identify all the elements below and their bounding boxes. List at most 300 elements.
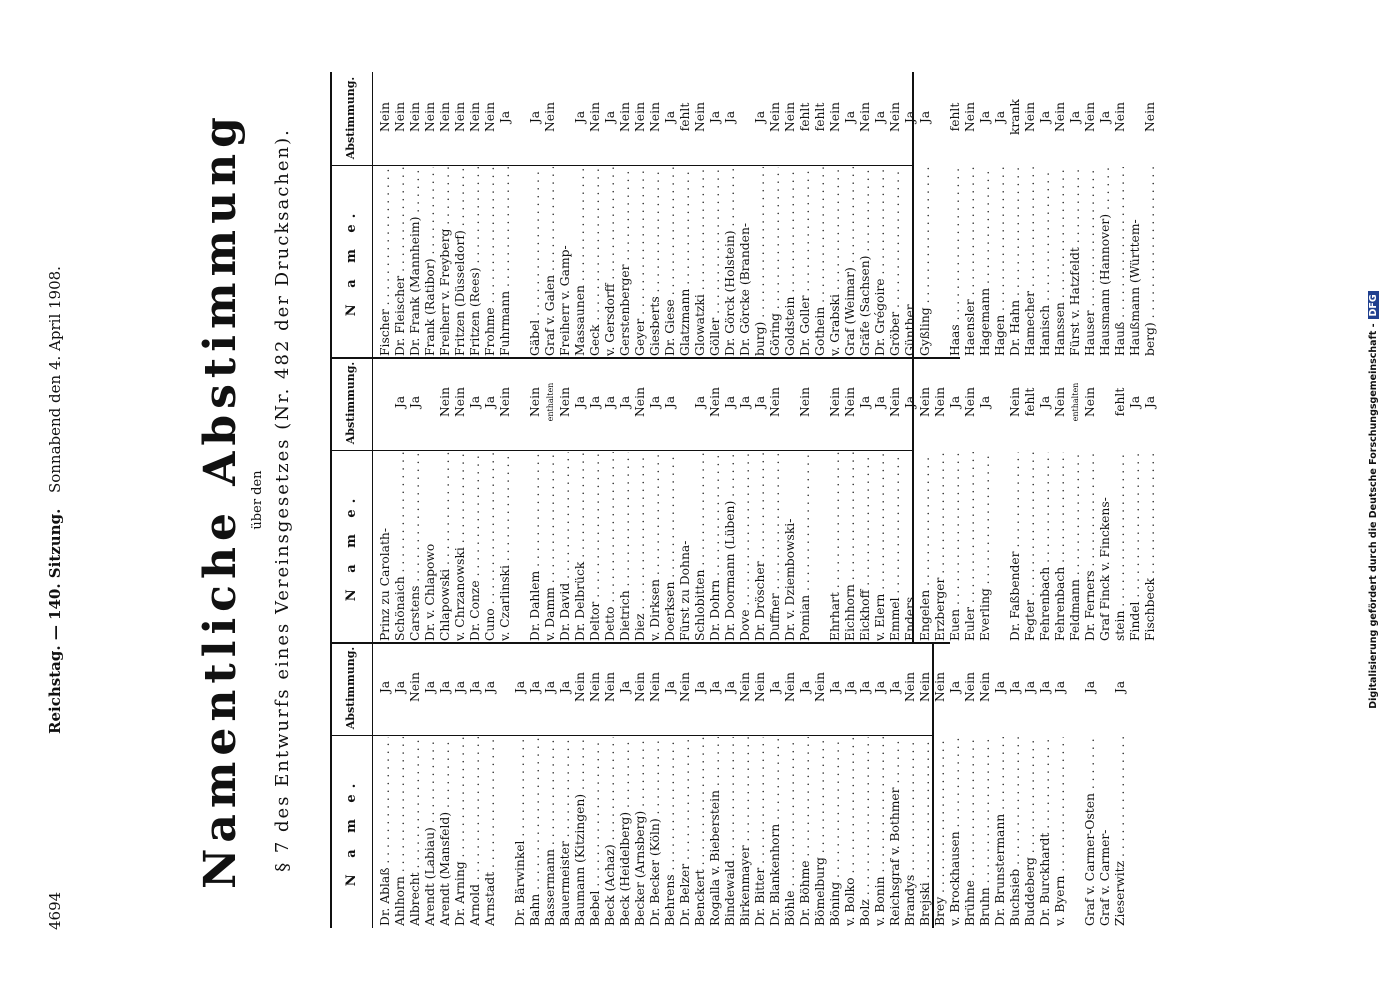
table-row [1023, 357, 1038, 643]
member-name: Göller . . . [708, 167, 723, 356]
member-name: Dove . . . [738, 452, 753, 641]
vote-value: enthalten [1071, 382, 1080, 422]
table-row [543, 72, 558, 358]
member-name: Brey . . . [933, 737, 948, 926]
vote-value: Ja [873, 395, 887, 409]
table-row [678, 642, 693, 928]
vote-value: Nein [933, 672, 947, 702]
table-column-2 [330, 357, 1285, 643]
member-name: Giesberts . . . [648, 167, 663, 356]
vote-value: Ja [1098, 110, 1112, 124]
table-row [828, 72, 843, 358]
vote-header: Abstimmung. [344, 76, 357, 160]
table-row [393, 357, 408, 643]
vote-value: Nein [483, 102, 497, 132]
table-column-1 [330, 642, 1285, 928]
member-name: Böhle . . . [783, 737, 798, 926]
table-row [498, 72, 513, 358]
member-name: Dr. Becker (Köln) . . . [648, 737, 663, 926]
member-name: Graf (Weimar) . . . [843, 167, 858, 356]
vote-value: Ja [708, 110, 722, 124]
name-header: N a m e. [344, 492, 359, 602]
member-name: Bömelburg . . . [813, 737, 828, 926]
member-name: Fritzen (Rees) . . . [468, 167, 483, 356]
member-name: Cuno . . . [483, 452, 498, 641]
table-row [573, 642, 588, 928]
member-name: Graf v. Carmer- [1098, 829, 1112, 926]
vote-value: Nein [828, 387, 842, 417]
member-name: Benckert . . . [693, 737, 708, 926]
member-name: Hanisch . . . [1038, 167, 1053, 356]
member-name: Dr. Dohrn . . . [708, 452, 723, 641]
table-row [738, 357, 753, 643]
vote-value: Ja [663, 110, 677, 124]
vote-value: Ja [828, 680, 842, 694]
member-name: Euler . . . [963, 452, 978, 641]
table-row [1083, 642, 1098, 928]
member-name: berg) . . . [1143, 167, 1158, 356]
vote-table [330, 72, 1285, 928]
member-name: Massaunen . . . [573, 167, 588, 356]
table-row [408, 357, 423, 643]
table-row [978, 642, 993, 928]
table-row [708, 357, 723, 643]
member-name: Buddeberg . . . [1023, 737, 1038, 926]
table-row [408, 72, 423, 358]
page-subtitle: § 7 des Entwurfs eines Vereinsgesetzes (Nr. 482 der Drucksachen). [272, 128, 293, 872]
vote-value: Ja [618, 395, 632, 409]
table-row [918, 642, 933, 928]
running-title [46, 70, 64, 930]
member-name: Graf v. Galen . . . [543, 167, 558, 356]
vote-value: Ja [903, 395, 917, 409]
member-name: Arnstadt . . . [483, 737, 498, 926]
table-row [858, 642, 873, 928]
member-name: Dr. Fleischer . . . [393, 167, 408, 356]
table-row [543, 357, 558, 643]
member-name: Eichhorn . . . [843, 452, 858, 641]
vote-value: Ja [528, 110, 542, 124]
table-row [453, 642, 468, 928]
table-row [888, 72, 903, 358]
table-row [693, 642, 708, 928]
member-name: Hauser . . . [1083, 167, 1098, 356]
table-row [1143, 72, 1158, 358]
table-row [1128, 72, 1143, 358]
vote-value: Ja [588, 395, 602, 409]
name-header: N a m e. [344, 207, 359, 317]
table-row [1008, 357, 1023, 643]
vote-value: Ja [1083, 680, 1097, 694]
vote-value: Nein [963, 387, 977, 417]
rows-column-2 [378, 357, 1158, 643]
vote-value: Ja [663, 680, 677, 694]
vote-value: Nein [1053, 102, 1067, 132]
table-row [918, 357, 933, 643]
member-name: Dr. Bitter . . . [753, 737, 768, 926]
member-name: v. Byern . . . [1053, 737, 1068, 926]
table-row [663, 72, 678, 358]
vote-value: Ja [888, 680, 902, 694]
vote-value: Ja [1128, 395, 1142, 409]
member-name: Haas . . . [948, 167, 963, 356]
member-name: Dr. v. Dziembowski- [783, 518, 797, 641]
table-row [378, 642, 393, 928]
vote-value: Nein [783, 672, 797, 702]
table-row [693, 72, 708, 358]
vote-value: Ja [543, 680, 557, 694]
member-name: Dr. Hahn . . . [1008, 167, 1023, 356]
table-row [873, 642, 888, 928]
table-row [738, 72, 753, 358]
table-row [843, 72, 858, 358]
table-row [948, 357, 963, 643]
vote-value: Nein [378, 102, 392, 132]
table-row [978, 357, 993, 643]
table-row [1053, 357, 1068, 643]
member-name: Dr. v. Chlapowo [423, 543, 437, 641]
table-row [843, 642, 858, 928]
table-row [408, 642, 423, 928]
table-row [648, 72, 663, 358]
vote-value: Ja [1038, 680, 1052, 694]
member-name: Graf Finck v. Finckens- [1098, 497, 1112, 641]
vote-value: Ja [1023, 680, 1037, 694]
table-row [1008, 642, 1023, 928]
vote-value: fehlt [948, 102, 962, 132]
member-name: Eickhoff . . . [858, 452, 873, 641]
table-row [678, 72, 693, 358]
table-row [1128, 357, 1143, 643]
running-head [40, 70, 70, 930]
member-name: Fischer . . . [378, 167, 393, 356]
vote-value: krank [1008, 98, 1022, 136]
table-row [603, 72, 618, 358]
table-row [393, 72, 408, 358]
vote-value: Nein [1023, 102, 1037, 132]
member-name: Gröber . . . [888, 167, 903, 356]
vote-value: Nein [408, 672, 422, 702]
vote-value: Ja [408, 395, 422, 409]
vote-value: Ja [993, 680, 1007, 694]
table-row [558, 72, 573, 358]
vote-value: Ja [498, 110, 512, 124]
member-name: Bassermann . . . [543, 737, 558, 926]
member-name: v. Elern . . . [873, 452, 888, 641]
table-row [1083, 357, 1098, 643]
member-name: Beck (Heidelberg) . . . [618, 737, 633, 926]
table-row [738, 642, 753, 928]
member-name: Graf v. Carmer-Osten . . . [1083, 737, 1098, 926]
member-name: Becker (Arnsberg) . . . [633, 737, 648, 926]
member-name: Hanssen . . . [1053, 167, 1068, 356]
member-name: Dr. Blankenhorn . . . [768, 737, 783, 926]
vote-value: Nein [708, 387, 722, 417]
member-name: Everling . . . [978, 452, 993, 641]
member-name: Duffner . . . [768, 452, 783, 641]
vote-value: Ja [978, 110, 992, 124]
table-row [798, 642, 813, 928]
dfg-logo: DFG [1368, 291, 1379, 319]
vote-value: Nein [888, 387, 902, 417]
member-name: Dr. Delbrück . . . [573, 452, 588, 641]
vote-value: Ja [1038, 395, 1052, 409]
vote-value: Nein [528, 387, 542, 417]
table-row [828, 357, 843, 643]
table-row [873, 357, 888, 643]
rows-column-1 [378, 642, 1128, 928]
column-header [332, 357, 373, 643]
vote-value: Nein [858, 102, 872, 132]
table-column-3 [330, 72, 1285, 358]
table-row [453, 357, 468, 643]
vote-value: Ja [453, 680, 467, 694]
member-name: Bindewald . . . [723, 737, 738, 926]
vote-value: Ja [948, 680, 962, 694]
page-number: 4694 [46, 891, 64, 930]
vote-value: Ja [1113, 680, 1127, 694]
vote-value: Nein [408, 102, 422, 132]
member-name: Bruhn . . . [978, 737, 993, 926]
member-name: Hamecher . . . [1023, 167, 1038, 356]
member-name: Bebel . . . [588, 737, 603, 926]
vote-value: enthalten [546, 382, 555, 422]
member-name: Gräfe (Sachsen) . . . [858, 167, 873, 356]
vote-value: Nein [963, 102, 977, 132]
table-row [708, 72, 723, 358]
table-row [633, 72, 648, 358]
table-row [483, 357, 498, 643]
table-row [918, 72, 933, 358]
member-name: Gerstenberger . . . [618, 167, 633, 356]
table-row [993, 72, 1008, 358]
member-name: Dr. Burckhardt . . . [1038, 737, 1053, 926]
vote-value: Nein [453, 387, 467, 417]
member-name: Zieserwitz . . . [1113, 737, 1128, 926]
table-row [558, 642, 573, 928]
member-name: Geck . . . [588, 167, 603, 356]
member-name: Hausmann (Hannover) . . . [1098, 167, 1113, 356]
member-name: Dr. Dahlem . . . [528, 452, 543, 641]
table-row [573, 357, 588, 643]
member-name: Fehrenbach . . . [1053, 452, 1068, 641]
member-name: Hauß . . . [1113, 167, 1128, 356]
vote-value: Ja [558, 680, 572, 694]
table-row [1113, 357, 1128, 643]
table-row [993, 642, 1008, 928]
table-row [483, 72, 498, 358]
member-name: Dr. Görcke (Branden- [738, 222, 752, 356]
row-spacer [513, 72, 528, 358]
member-name: Reichsgraf v. Bothmer . . . [888, 737, 903, 926]
table-row [633, 357, 648, 643]
table-row [813, 72, 828, 358]
vote-value: Ja [693, 395, 707, 409]
member-name: Detto . . . [603, 452, 618, 641]
table-row [903, 357, 918, 643]
member-name: Schönaich . . . [393, 452, 408, 641]
member-name: Fürst v. Hatzfeldt . . . [1068, 167, 1083, 356]
digitization-footnote [1368, 0, 1379, 1000]
vote-value: Nein [918, 387, 932, 417]
table-row [978, 72, 993, 358]
vote-value: Nein [738, 672, 752, 702]
table-row [528, 642, 543, 928]
member-name: Dr. Goller . . . [798, 167, 813, 356]
vote-value: fehlt [798, 102, 812, 132]
member-name: Carstens . . . [408, 452, 423, 641]
table-row [558, 357, 573, 643]
member-name: Bauermeister . . . [558, 737, 573, 926]
table-row [423, 357, 438, 643]
member-name: Baumann (Kitzingen) . . . [573, 737, 588, 926]
member-name: Fischbeck . . . [1143, 452, 1158, 641]
vote-value: Ja [438, 680, 452, 694]
table-row [723, 642, 738, 928]
member-name: Emmel . . . [888, 452, 903, 641]
member-name: Haensler . . . [963, 167, 978, 356]
vote-value: Nein [603, 672, 617, 702]
member-name: Birkenmayer . . . [738, 737, 753, 926]
vote-value: Ja [468, 680, 482, 694]
vote-value: Ja [603, 110, 617, 124]
table-row [393, 642, 408, 928]
member-name: Dr. Ablaß . . . [378, 737, 393, 926]
member-name: Deltor . . . [588, 452, 603, 641]
table-row [903, 642, 918, 928]
row-spacer [1068, 642, 1083, 928]
table-row [1068, 72, 1083, 358]
vote-value: Ja [468, 395, 482, 409]
vote-value: fehlt [1113, 387, 1127, 417]
vote-value: Nein [633, 672, 647, 702]
vote-value: Nein [933, 387, 947, 417]
table-row [513, 642, 528, 928]
vote-value: Nein [648, 102, 662, 132]
member-name: Dr. Brunstermann . . . [993, 737, 1008, 926]
table-row [1008, 72, 1023, 358]
vote-value: Nein [558, 387, 572, 417]
row-spacer [513, 357, 528, 643]
member-name: Fehrenbach . . . [1038, 452, 1053, 641]
member-name: Freiherr v. Freyberg . . . [438, 167, 453, 356]
table-row [378, 72, 393, 358]
table-row [933, 357, 948, 643]
running-head-session: Reichstag. — 140. Sitzung. [46, 508, 64, 734]
table-row [663, 642, 678, 928]
table-row [528, 72, 543, 358]
table-row [618, 642, 633, 928]
vote-value: Nein [678, 672, 692, 702]
member-name: Gothein . . . [813, 167, 828, 356]
member-name: Goldstein . . . [783, 167, 798, 356]
table-row [783, 357, 798, 643]
table-row [573, 72, 588, 358]
vote-value: Ja [378, 680, 392, 694]
vote-value: Ja [648, 395, 662, 409]
member-name: Dr. Conze . . . [468, 452, 483, 641]
member-name: Findel . . . [1128, 452, 1143, 641]
table-row [753, 642, 768, 928]
vote-value: Nein [438, 387, 452, 417]
member-name: Göring . . . [768, 167, 783, 356]
table-row [423, 72, 438, 358]
member-name: stein . . . [1113, 452, 1128, 641]
vote-value: Nein [843, 387, 857, 417]
table-row [1083, 72, 1098, 358]
table-row [1068, 357, 1083, 643]
vote-value: Nein [618, 102, 632, 132]
member-name: Fritzen (Düsseldorf) . . . [453, 167, 468, 356]
vote-value: Ja [858, 395, 872, 409]
member-name: Frohme . . . [483, 167, 498, 356]
member-name: Frank (Ratibor) . . . [423, 167, 438, 356]
table-row [618, 357, 633, 643]
member-name: Dietrich . . . [618, 452, 633, 641]
table-row [1038, 642, 1053, 928]
member-name: Brandys . . . [903, 737, 918, 926]
table-row [843, 357, 858, 643]
table-row [483, 642, 498, 928]
table-row [438, 642, 453, 928]
table-row [1113, 72, 1128, 358]
vote-value: Ja [843, 110, 857, 124]
table-row [588, 72, 603, 358]
table-row [753, 357, 768, 643]
table-row [1113, 642, 1128, 928]
vote-value: Nein [1143, 102, 1157, 132]
member-name: Dr. Böhme . . . [798, 737, 813, 926]
table-row [768, 642, 783, 928]
member-name: Glatzmann . . . [678, 167, 693, 356]
member-name: Engelen . . . [918, 452, 933, 641]
table-row [873, 72, 888, 358]
member-name: v. Brockhausen . . . [948, 737, 963, 926]
running-head-date: Sonnabend den 4. April 1908. [46, 266, 64, 494]
vote-value: Ja [1038, 110, 1052, 124]
vote-value: Nein [753, 672, 767, 702]
table-row [858, 357, 873, 643]
rows-column-3 [378, 72, 1158, 358]
member-name: Erzberger . . . [933, 452, 948, 641]
member-name: v. Gersdorff . . . [603, 167, 618, 356]
table-row [1038, 357, 1053, 643]
member-name: Arnold . . . [468, 737, 483, 926]
vote-value: Ja [708, 680, 722, 694]
row-spacer [993, 357, 1008, 643]
member-name: Schlobitten . . . [693, 452, 708, 641]
column-header [332, 642, 373, 928]
table-row [468, 642, 483, 928]
vote-value: Ja [768, 680, 782, 694]
table-row [378, 357, 393, 643]
table-row [768, 72, 783, 358]
vote-value: Ja [723, 395, 737, 409]
member-name: Prinz zu Carolath- [378, 527, 392, 641]
member-name: Arendt (Labiau) . . . [423, 737, 438, 926]
row-spacer [933, 72, 948, 358]
member-name: Dr. Grégoire . . . [873, 167, 888, 356]
vote-value: Nein [1113, 102, 1127, 132]
member-name: Chlapowski . . . [438, 452, 453, 641]
vote-value: Ja [528, 680, 542, 694]
member-name: Geyer . . . [633, 167, 648, 356]
vote-value: Ja [948, 395, 962, 409]
row-spacer [498, 642, 513, 928]
vote-value: Ja [753, 110, 767, 124]
table-row [933, 642, 948, 928]
member-name: Pomian . . . [798, 452, 813, 641]
